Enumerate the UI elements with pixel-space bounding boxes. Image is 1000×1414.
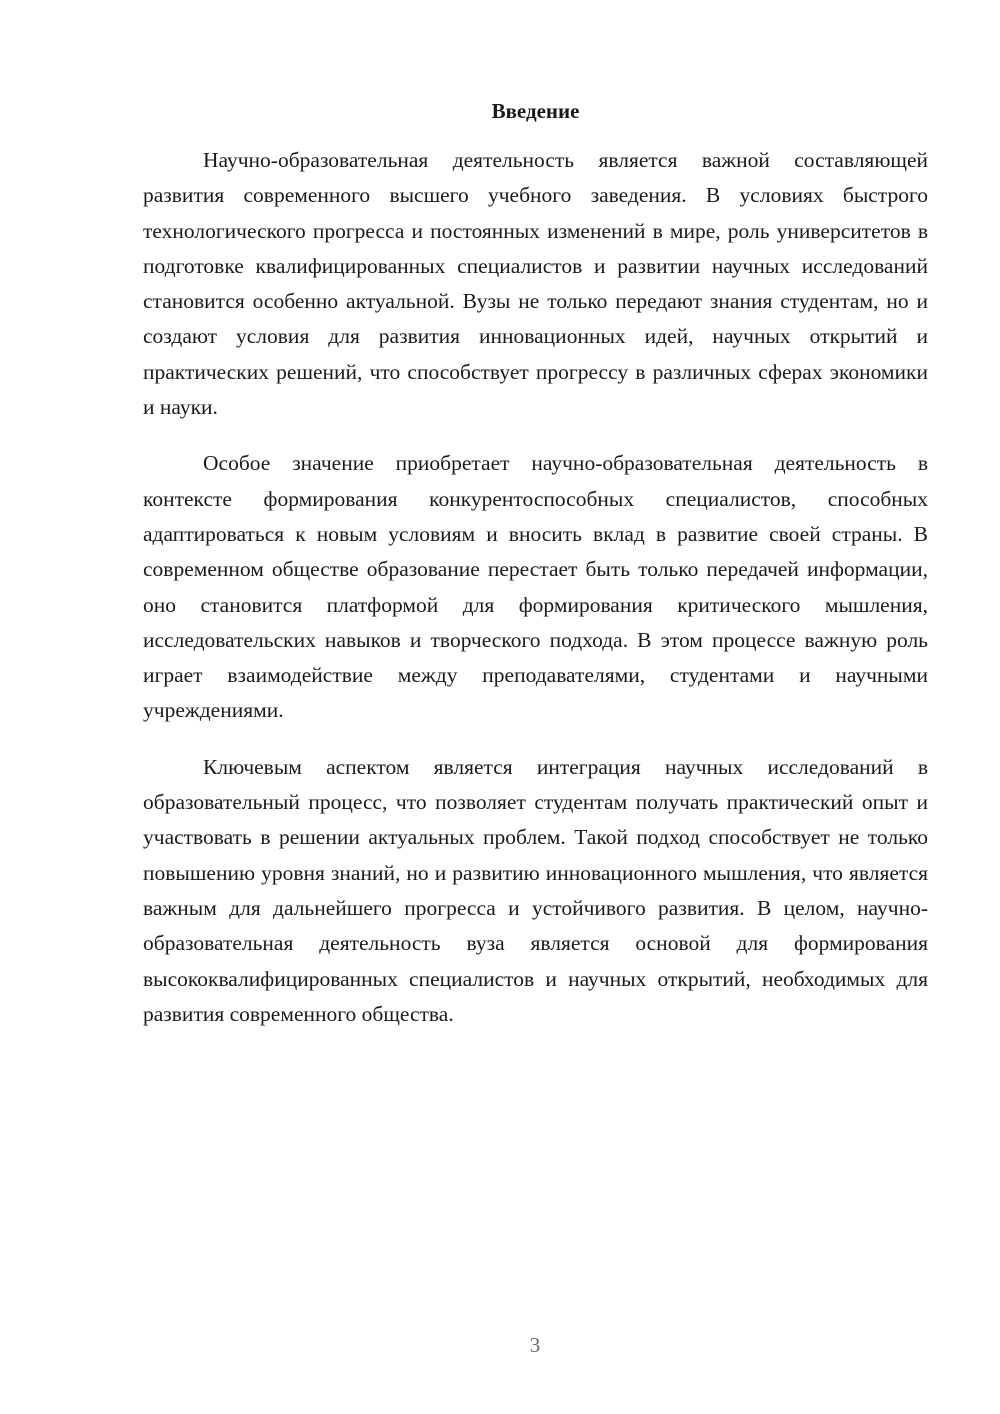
page-number: 3 (529, 1333, 541, 1357)
page-title: Введение (491, 99, 580, 123)
paragraph-3: Ключевым аспектом является интеграция научных исследований в образовательный процесс, что позволяет студентам получать практический опыт и участвовать в решении актуальных проблем. Такой подход способствует не только повышению уровня знаний, но и развитию инновационного мышления, что является важным для дальнейшего прогресса и устойчивого развития. В целом, научно-образовательная деятельность вуза является основой для формирования высококвалифицированных специалистов и научных открытий, необходимых для развития современного общества. (143, 754, 928, 1026)
body-text (143, 143, 928, 1053)
paragraph-1: Научно-образовательная деятельность является важной составляющей развития современного высшего учебного заведения. В условиях быстрого технологического прогресса и постоянных изменений в мире, роль университетов в подготовке квалифицированных специалистов и развитии научных исследований становится особенно актуальной. Вузы не только передают знания студентам, но и создают условия для развития инновационных идей, научных открытий и практических решений, что способствует прогрессу в различных сферах экономики и науки. (143, 148, 928, 420)
paragraph-2: Особое значение приобретает научно-образовательная деятельность в контексте формирования конкурентоспособных специалистов, способных адаптироваться к новым условиям и вносить вклад в развитие своей страны. В современном обществе образование перестает быть только передачей информации, оно становится платформой для формирования критического мышления, исследовательских навыков и творческого подхода. В этом процессе важную роль играет взаимодействие между преподавателями, студентами и научными учреждениями. (143, 451, 928, 723)
